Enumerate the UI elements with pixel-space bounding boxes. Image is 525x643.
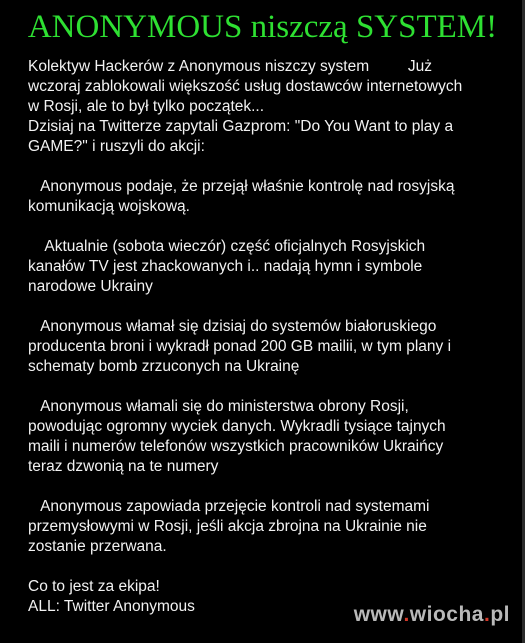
text-line: GAME?" i ruszyli do akcji: <box>28 138 205 155</box>
text-line: Aktualnie (sobota wieczór) część oficjalnych Rosyjskich <box>28 238 426 255</box>
text-line: Anonymous włamał się dzisiaj do systemów białoruskiego <box>28 318 437 335</box>
watermark-dot: . <box>483 603 491 626</box>
paragraph-gap <box>28 297 498 317</box>
watermark-dot: . <box>403 603 410 626</box>
text-line: komunikacją wojskową. <box>28 198 190 215</box>
text-line: narodowe Ukrainy <box>28 278 153 295</box>
paragraph-defense-ministry <box>28 397 498 477</box>
paragraph-industrial-systems <box>28 497 498 557</box>
paragraph-military-comms <box>28 177 498 217</box>
text-line: maili i numerów telefonów wszystkich pracowników Ukraińcy <box>28 438 444 455</box>
text-line: Dzisiaj na Twitterze zapytali Gazprom: "Do You Want to play a <box>28 118 454 135</box>
paragraph-gap <box>28 377 498 397</box>
text-line: wczoraj zablokowali większość usług dostawców internetowych <box>28 78 463 95</box>
text-line: Anonymous podaje, że przejął właśnie kontrolę nad rosyjską <box>28 178 455 195</box>
paragraph-gap <box>28 157 498 177</box>
text-line: zostanie przerwana. <box>28 538 167 555</box>
paragraph-belarus-weapons <box>28 317 498 377</box>
text-line: producenta broni i wykradł ponad 200 GB mailii, w tym plany i <box>28 338 452 355</box>
paragraph-gap <box>28 557 498 577</box>
text-line: Kolektyw Hackerów z Anonymous niszczy system Już <box>28 58 432 75</box>
text-line: Anonymous włamali się do ministerstwa obrony Rosji, <box>28 398 409 415</box>
site-watermark <box>354 603 510 627</box>
paragraph-intro <box>28 57 498 157</box>
text-line: schematy bomb zrzuconych na Ukrainę <box>28 358 300 375</box>
text-line: przemysłowymi w Rosji, jeśli akcja zbrojna na Ukrainie nie <box>28 518 427 535</box>
text-line: teraz dzwonią na te numery <box>28 458 219 475</box>
text-line: w Rosji, ale to był tylko początek... <box>28 98 265 115</box>
paragraph-gap <box>28 477 498 497</box>
text-line: Co to jest za ekipa! <box>28 578 160 595</box>
watermark-prefix: www <box>353 603 404 626</box>
paragraph-gap <box>28 217 498 237</box>
text-line: powodując ogromny wyciek danych. Wykradli tysiące tajnych <box>28 418 446 435</box>
paragraph-tv-channels <box>28 237 498 297</box>
watermark-name: wiocha <box>409 603 484 626</box>
article-body <box>28 57 498 617</box>
text-line: kanałów TV jest zhackowanych i.. nadają hymn i symbole <box>28 258 423 275</box>
page-title: ANONYMOUS niszczą SYSTEM! <box>27 9 498 45</box>
text-line: ALL: Twitter Anonymous <box>28 598 195 615</box>
watermark-tld: pl <box>490 603 510 626</box>
text-line: Anonymous zapowiada przejęcie kontroli nad systemami <box>28 498 430 515</box>
